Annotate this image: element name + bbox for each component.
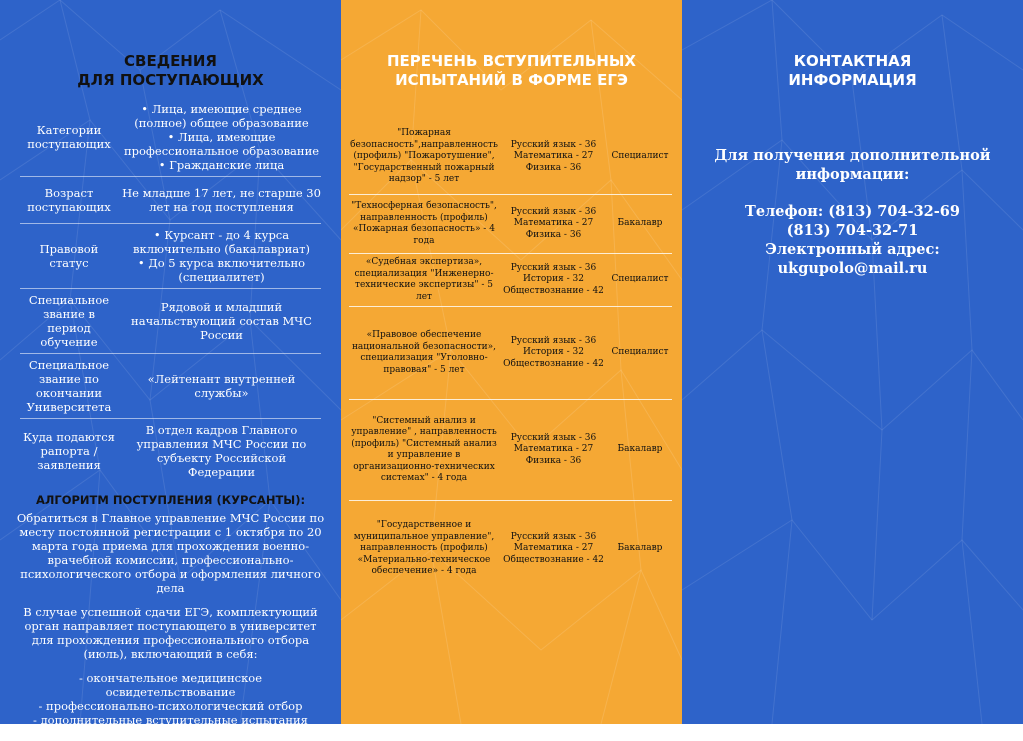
row-category: Куда подаются рапорта / заявления — [23, 430, 115, 472]
table-row — [20, 98, 321, 177]
selection-list — [16, 671, 325, 741]
row-category: Правовой статус — [39, 242, 99, 270]
program-name: "Системный анализ и управление" , направленность (профиль) "Системный анализ и управление в организационно-технических системах" - 4 года — [351, 415, 497, 483]
row-value: «Лейтенант внутренней службы» — [147, 372, 296, 400]
exams-panel — [341, 0, 682, 724]
contact-title: КОНТАКТНАЯ ИНФОРМАЦИЯ — [788, 52, 917, 89]
email-label: Электронный адрес: — [765, 241, 940, 258]
algorithm-step-1: Обратиться в Главное управление МЧС России по месту постоянной регистрации с 1 октября по 20 марта года приема для прохождения военно-врачебной комиссии, профессионально-психологического отбора и оформления личного дела — [16, 511, 325, 595]
exam-subjects: Русский язык - 36 История - 32 Обществознание - 42 — [503, 335, 604, 369]
row-value: Не младше 17 лет, не старше 30 лет на год поступления — [122, 186, 321, 214]
list-item: - окончательное медицинское освидетельствование — [78, 671, 263, 699]
row-value: В отдел кадров Главного управления МЧС России по субъекту Российской Федерации — [136, 423, 307, 479]
table-row — [349, 400, 672, 501]
row-value: • Лица, имеющие среднее (полное) общее образование • Лица, имеющие профессиональное образование • Гражданские лица — [123, 102, 320, 172]
contact-intro: информации: — [795, 166, 910, 183]
list-item: - профессионально-психологический отбор — [38, 699, 303, 713]
table-row — [349, 120, 672, 195]
algorithm-step-2: В случае успешной сдачи ЕГЭ, комплектующий орган направляет поступающего в университет для прохождения профессионального отбора (июль), включающий в себя: — [23, 605, 318, 661]
degree-label: Бакалавр — [617, 444, 663, 455]
degree-label: Специалист — [611, 347, 669, 358]
exam-subjects: Русский язык - 36 Математика - 27 Физика - 36 — [510, 432, 597, 466]
degree-label: Специалист — [611, 274, 669, 285]
exam-subjects: Русский язык - 36 История - 32 Обществознание - 42 — [503, 262, 604, 296]
row-value: • Курсант - до 4 курса включительно (бакалавриат) • До 5 курса включительно (специалитет) — [133, 228, 310, 284]
table-row — [20, 224, 321, 289]
contact-panel — [682, 0, 1023, 724]
program-name: "Техносферная безопасность", направленность (профиль) «Пожарная безопасность» - 4 года — [351, 201, 497, 246]
row-category: Специальное звание в период обучение — [28, 293, 110, 349]
exam-subjects: Русский язык - 36 Математика - 27 Физика - 36 — [510, 139, 597, 173]
admission-title: СВЕДЕНИЯ ДЛЯ ПОСТУПАЮЩИХ — [77, 52, 264, 89]
row-category: Категории поступающих — [27, 123, 111, 151]
exam-subjects: Русский язык - 36 Математика - 27 Обществознание - 42 — [503, 531, 604, 565]
table-row — [20, 354, 321, 419]
degree-label: Специалист — [611, 151, 669, 162]
degree-label: Бакалавр — [617, 543, 663, 554]
list-item: - дополнительные вступительные испытания — [33, 713, 308, 727]
row-category: Специальное звание по окончании Университета — [26, 358, 112, 414]
exam-subjects: Русский язык - 36 Математика - 27 Физика - 36 — [510, 206, 597, 240]
phone-number: (813) 704-32-71 — [786, 222, 919, 239]
table-row — [349, 195, 672, 254]
admission-table — [20, 98, 321, 483]
row-value: Рядовой и младший начальствующий состав МЧС России — [131, 300, 312, 342]
table-row — [349, 307, 672, 400]
exams-title: ПЕРЕЧЕНЬ ВСТУПИТЕЛЬНЫХ ИСПЫТАНИЙ В ФОРМЕ ЕГЭ — [387, 52, 636, 89]
admission-algorithm — [16, 493, 325, 741]
program-name: "Пожарная безопасность",направленность (профиль) "Пожаротушение", "Государственный пожарный надзор" - 5 лет — [350, 128, 498, 185]
table-row — [20, 289, 321, 354]
exams-table — [349, 120, 672, 597]
phone-number: Телефон: (813) 704-32-69 — [745, 203, 960, 220]
table-row — [349, 501, 672, 597]
row-category: Возраст поступающих — [27, 186, 111, 214]
algorithm-title: АЛГОРИТМ ПОСТУПЛЕНИЯ (КУРСАНТЫ): — [35, 493, 306, 507]
program-name: «Судебная экспертиза», специализация "Инженерно-технические экспертизы" - 5 лет — [354, 257, 494, 302]
list-item: - конкурсный отбор — [110, 727, 231, 741]
table-row — [20, 419, 321, 483]
program-name: "Государственное и муниципальное управление", направленность (профиль) «Материально-техническое обеспечение» - 4 года — [353, 520, 495, 577]
degree-label: Бакалавр — [617, 218, 663, 229]
contact-intro: Для получения дополнительной — [714, 147, 991, 164]
program-name: «Правовое обеспечение национальной безопасности», специализация "Уголовно-правовая" - 5 лет — [351, 330, 497, 375]
table-row — [349, 254, 672, 307]
table-row — [20, 177, 321, 224]
admission-info-panel — [0, 0, 341, 741]
email-address: ukgupolo@mail.ru — [777, 260, 928, 277]
contact-info — [682, 146, 1023, 278]
